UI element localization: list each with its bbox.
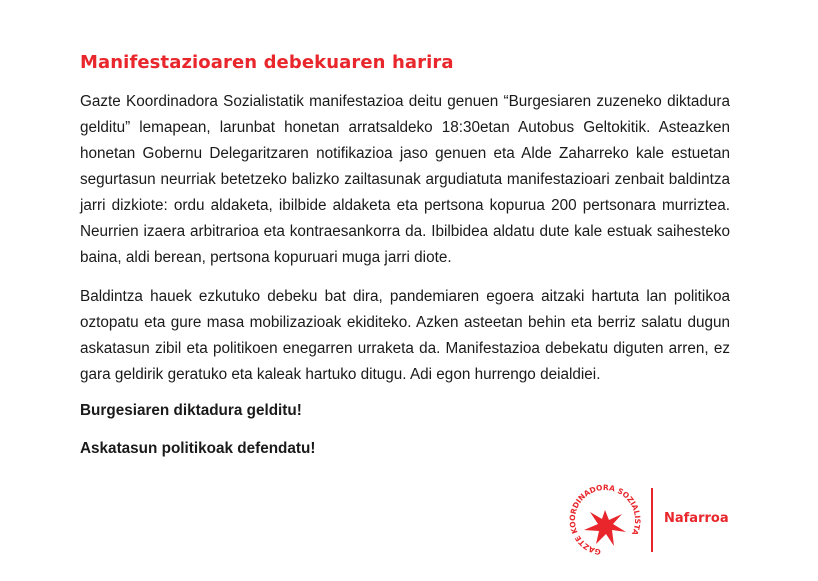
slogan-1: Burgesiaren diktadura gelditu! — [80, 402, 302, 419]
star-burst-icon — [560, 484, 650, 564]
document-title: Manifestazioaren debekuaren harira — [80, 52, 454, 73]
logo-divider — [651, 488, 653, 552]
region-label: Nafarroa — [664, 511, 729, 526]
logo-ring-text: GAZTE KOORDINADORA SOZIALISTA — [567, 484, 643, 557]
organization-logo — [560, 484, 740, 564]
paragraph-2: Baldintza hauek ezkutuko debeku bat dira, pandemiaren egoera aitzaki hartuta lan politikoa oztopatu eta gure masa mobilizazioak ekiditeko. Azken asteetan behin eta berriz salatu dugun askatasun zibil eta politikoen enegarren urraketa da. Manifestazioa debekatu diguten arren, ez gara geldirik geratuko eta kaleak hartuko ditugu. Adi egon hurrengo deialdiei. — [80, 288, 730, 383]
document — [80, 52, 730, 472]
star-shape — [584, 510, 626, 546]
slogan-2: Askatasun politikoak defendatu! — [80, 440, 316, 457]
paragraph-1: Gazte Koordinadora Sozialistatik manifestazioa deitu genuen “Burgesiaren zuzeneko diktadura gelditu” lemapean, larunbat honetan arratsaldeko 18:30etan Autobus Geltokitik. Asteazken honetan Gobernu Delegaritzaren notifikazioa jaso genuen eta Alde Zaharreko kale estuetan segurtasun neurriak betetzeko balizko zailtasunak argudiatuta manifestazioari zenbait baldintza jarri dizkiote: ordu aldaketa, ibilbide aldaketa eta pertsona kopurua 200 pertsonara murriztea. Neurrien izaera arbitrarioa eta kontraesankorra da. Ibilbidea aldatu dute kale estuak saihesteko baina, aldi berean, pertsona kopuruari muga jarri diote. — [80, 93, 730, 266]
